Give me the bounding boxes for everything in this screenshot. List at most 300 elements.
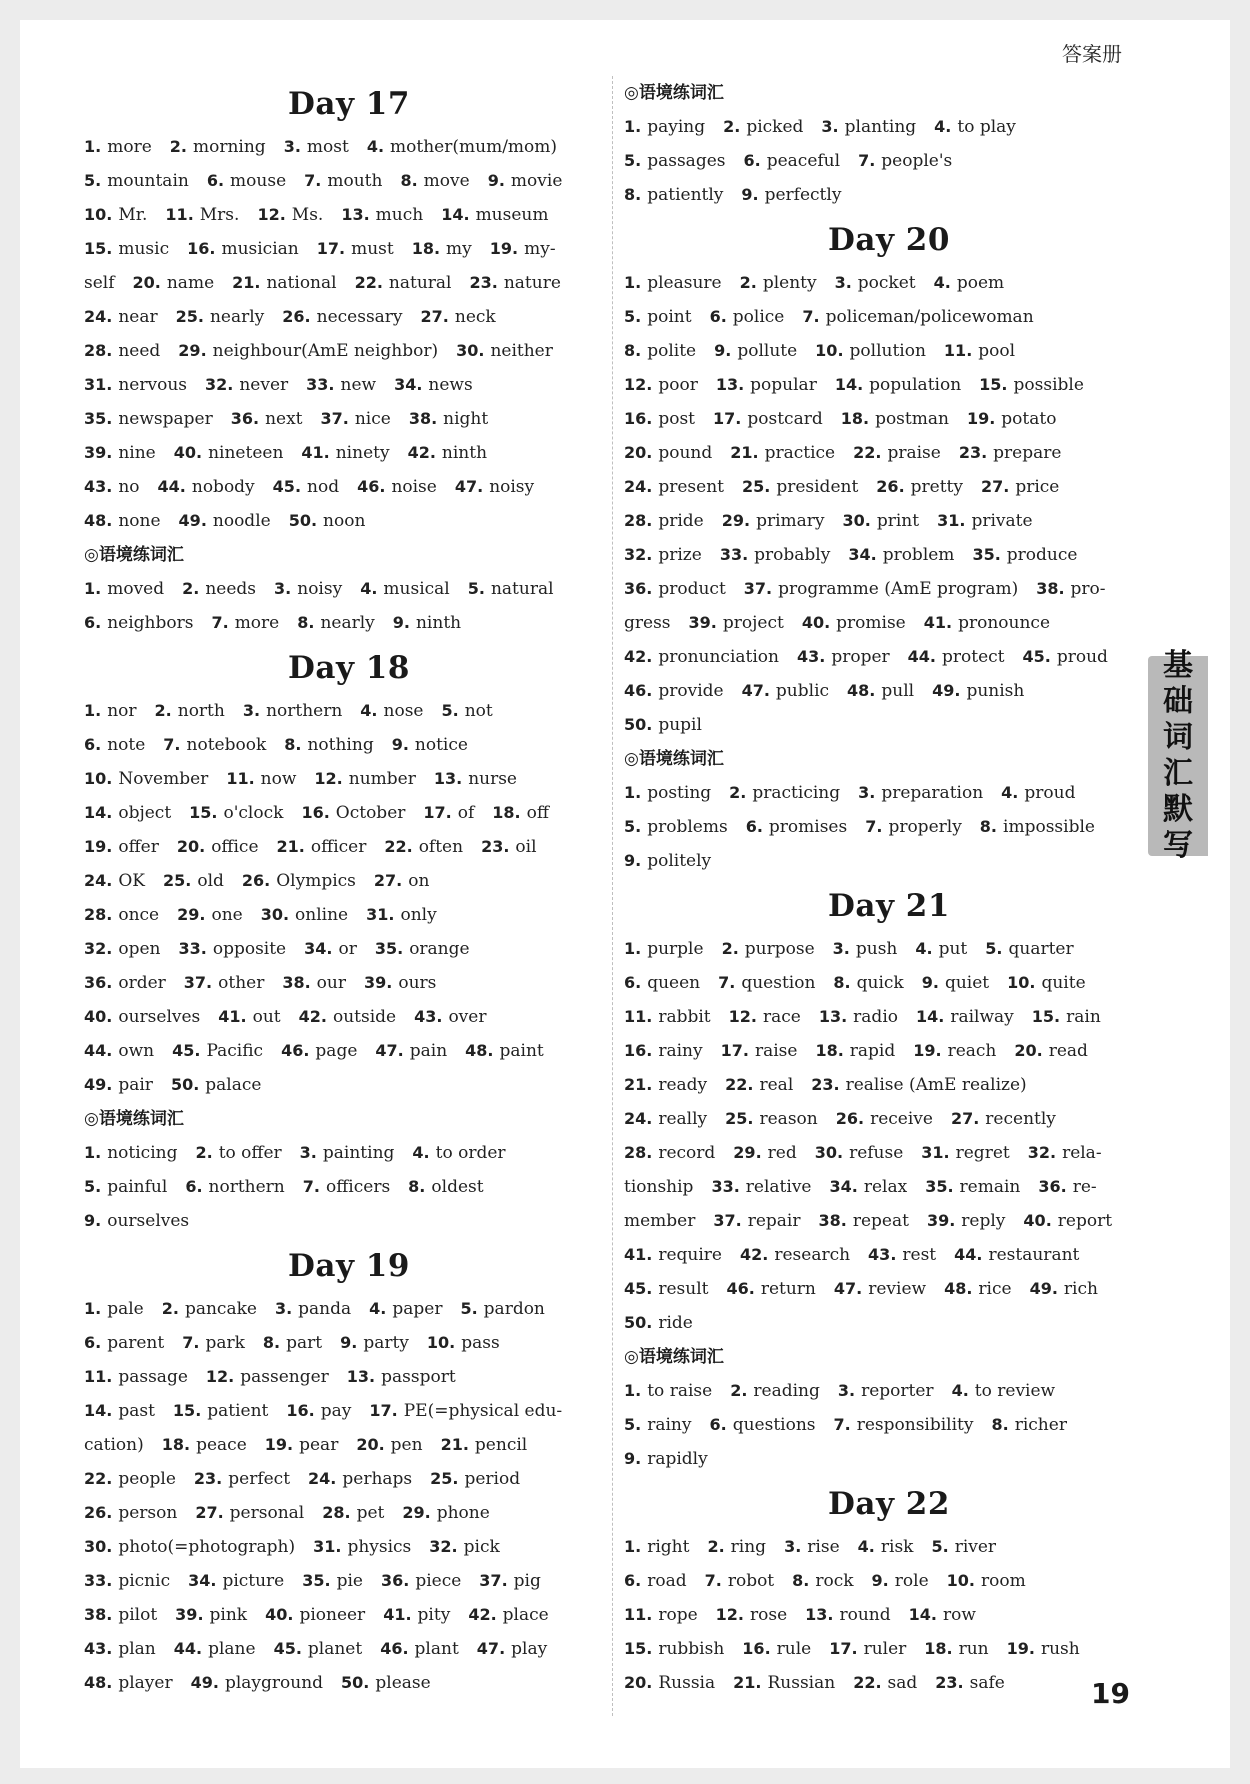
item-word: pardon (483, 1299, 545, 1319)
item-number: 29. (721, 511, 751, 530)
item-number: 10. (946, 1571, 975, 1590)
item-number: 44. (157, 477, 186, 496)
item-number: 3. (837, 1381, 856, 1400)
day-title: Day 21 (828, 888, 950, 924)
item-number: 13. (341, 205, 370, 224)
answer-item (155, 701, 225, 721)
item-number: 14. (84, 803, 113, 822)
answer-item (84, 613, 193, 633)
item-number: 3. (274, 579, 292, 598)
item-word: protect (942, 647, 1005, 667)
answer-item (455, 477, 534, 497)
item-number: 26. (282, 307, 311, 326)
item-word: poem (956, 273, 1005, 293)
item-number: 4. (369, 1299, 387, 1318)
answer-item (981, 477, 1059, 497)
answer-item (394, 375, 473, 395)
item-number: 2. (195, 1143, 213, 1162)
answer-item (624, 817, 728, 837)
answer-row (84, 1360, 614, 1394)
item-number: 6. (709, 307, 727, 326)
answer-row (84, 1462, 614, 1496)
item-word: mouth (327, 171, 383, 191)
item-word: palace (205, 1075, 262, 1095)
item-word: queen (647, 973, 701, 993)
item-number: 3. (784, 1537, 802, 1556)
item-number: 7. (211, 613, 229, 632)
answer-item (1023, 1211, 1112, 1231)
item-word: pronounce (958, 613, 1050, 633)
item-word: point (647, 307, 692, 327)
item-number: 13. (346, 1367, 376, 1386)
item-word: order (118, 973, 166, 993)
answer-item (730, 443, 835, 463)
item-word: park (205, 1333, 245, 1353)
answer-item (468, 1605, 548, 1625)
item-word: rich (1063, 1279, 1098, 1299)
answer-item (913, 1041, 996, 1061)
answer-item (915, 939, 967, 959)
item-word: number (348, 769, 416, 789)
item-word: photo(=photograph) (118, 1537, 296, 1557)
answer-item (84, 1401, 155, 1421)
item-word: rise (807, 1537, 840, 1557)
item-number: 1. (84, 137, 102, 156)
item-word: nod (307, 477, 340, 497)
answer-item (921, 1143, 1009, 1163)
item-number: 35. (374, 939, 404, 958)
item-number: 39. (175, 1605, 204, 1624)
item-word: one (211, 905, 243, 925)
answer-item (380, 1639, 459, 1659)
answer-row (84, 1632, 614, 1666)
answer-item (341, 1673, 431, 1693)
item-number: 24. (308, 1469, 337, 1488)
item-word: musical (383, 579, 450, 599)
item-number: 25. (430, 1469, 459, 1488)
answer-item (84, 871, 145, 891)
answer-item (624, 939, 704, 959)
item-word: mouse (230, 171, 287, 191)
answer-row (84, 1598, 614, 1632)
answer-row (84, 368, 614, 402)
answer-item (84, 171, 189, 191)
item-word: quite (1041, 973, 1086, 993)
item-number: 1. (624, 1537, 642, 1556)
item-word: more (107, 137, 152, 157)
answer-row (84, 1564, 614, 1598)
answer-row (624, 1408, 1154, 1442)
answer-item (460, 1299, 544, 1319)
item-number: 2. (161, 1299, 179, 1318)
item-word: pilot (118, 1605, 158, 1625)
item-word: plant (414, 1639, 459, 1659)
item-word: to raise (647, 1381, 713, 1401)
item-number: 22. (725, 1075, 754, 1094)
item-word: to order (435, 1143, 506, 1163)
answer-item (402, 1503, 489, 1523)
answer-item (819, 1211, 909, 1231)
item-number: 49. (932, 681, 961, 700)
item-word: pale (107, 1299, 144, 1319)
answer-item (274, 579, 342, 599)
item-number: 4. (934, 117, 952, 136)
answer-item (1014, 1041, 1088, 1061)
answer-item (624, 409, 695, 429)
answer-item (84, 443, 156, 463)
item-word: prize (658, 545, 702, 565)
item-number: 4. (360, 579, 378, 598)
item-number: 21. (276, 837, 305, 856)
answer-item (84, 1367, 188, 1387)
answer-item (742, 477, 858, 497)
answer-row (84, 572, 614, 606)
item-word: Russia (658, 1673, 716, 1693)
item-word: phone (436, 1503, 490, 1523)
answer-row (84, 1292, 614, 1326)
answer-row (84, 164, 614, 198)
item-word: Olympics (276, 871, 356, 891)
item-number: 30. (814, 1143, 844, 1162)
item-word: most (306, 137, 349, 157)
item-word: online (295, 905, 349, 925)
answer-row (84, 864, 614, 898)
item-number: 12. (205, 1367, 235, 1386)
answer-row (624, 402, 1154, 436)
answer-item (393, 613, 461, 633)
answer-item (838, 1381, 934, 1401)
item-number: 48. (944, 1279, 973, 1298)
item-number: 8. (991, 1415, 1009, 1434)
item-word: nurse (468, 769, 517, 789)
item-word: nobody (191, 477, 255, 497)
item-number: 37. (479, 1571, 508, 1590)
item-word: impossible (1003, 817, 1095, 837)
item-number: 20. (624, 443, 653, 462)
item-word: office (211, 837, 259, 857)
item-number: 12. (715, 1605, 744, 1624)
item-word: potato (1001, 409, 1057, 429)
answer-row (84, 1034, 614, 1068)
item-number: 15. (84, 239, 113, 258)
item-word: repeat (852, 1211, 909, 1231)
right-column (624, 76, 1154, 1700)
item-word: other (218, 973, 265, 993)
item-number: 36. (230, 409, 260, 428)
item-word: radio (853, 1007, 898, 1027)
answer-row (624, 1632, 1154, 1666)
answer-item (720, 545, 831, 565)
answer-item (722, 511, 825, 531)
answer-item (1023, 647, 1108, 667)
answer-item (713, 409, 823, 429)
answer-item (300, 1143, 395, 1163)
item-number: 1. (84, 1143, 102, 1162)
answer-item (308, 1469, 412, 1489)
item-word: railway (950, 1007, 1014, 1027)
item-number: 18. (840, 409, 870, 428)
answer-item (441, 205, 548, 225)
answer-item (980, 817, 1095, 837)
item-word: properly (888, 817, 962, 837)
item-number: 34. (188, 1571, 217, 1590)
item-number: 27. (980, 477, 1010, 496)
item-number: 42. (624, 647, 653, 666)
answer-item (784, 1537, 840, 1557)
item-word: pool (978, 341, 1016, 361)
item-word: own (118, 1041, 155, 1061)
item-word: self (84, 273, 115, 293)
item-number: 10. (426, 1333, 456, 1352)
item-word: rice (978, 1279, 1012, 1299)
answer-item (412, 1143, 505, 1163)
answer-item (211, 613, 279, 633)
item-number: 3. (832, 939, 850, 958)
answer-row (624, 1000, 1154, 1034)
item-number: 40. (801, 613, 831, 632)
item-number: 32. (84, 939, 113, 958)
answer-row (84, 728, 614, 762)
answer-item (317, 239, 394, 259)
answer-item (865, 817, 962, 837)
item-word: probably (754, 545, 831, 565)
answer-item (742, 681, 829, 701)
item-word: Mrs. (199, 205, 240, 225)
item-word: praise (887, 443, 941, 463)
item-number: 6. (185, 1177, 203, 1196)
answer-item (356, 1435, 422, 1455)
item-word: people (118, 1469, 176, 1489)
item-word: Russian (767, 1673, 836, 1693)
answer-item (742, 1639, 811, 1659)
item-word: postcard (747, 409, 823, 429)
item-number: 25. (162, 871, 192, 890)
item-word: reach (947, 1041, 997, 1061)
answer-item (84, 803, 171, 823)
item-word: postman (875, 409, 949, 429)
answer-item (624, 1381, 712, 1401)
item-word: physics (347, 1537, 412, 1557)
item-number: 18. (492, 803, 521, 822)
answer-row (624, 334, 1154, 368)
answer-item (195, 1143, 281, 1163)
item-number: 42. (298, 1007, 327, 1026)
item-word: produce (1006, 545, 1078, 565)
answer-row (624, 1136, 1154, 1170)
item-word: player (118, 1673, 173, 1693)
item-word: playground (224, 1673, 324, 1693)
item-number: 30. (84, 1537, 113, 1556)
answer-row (624, 110, 1154, 144)
item-word: to offer (218, 1143, 282, 1163)
item-number: 10. (84, 769, 113, 788)
item-number: 10. (815, 341, 844, 360)
answer-row (624, 368, 1154, 402)
answer-item (360, 579, 450, 599)
item-word: rainy (647, 1415, 692, 1435)
item-number: 41. (383, 1605, 412, 1624)
answer-item (733, 1143, 796, 1163)
item-word: review (868, 1279, 927, 1299)
item-number: 45. (1022, 647, 1051, 666)
item-number: 47. (375, 1041, 404, 1060)
side-tab-char: 基 (1163, 648, 1193, 683)
item-number: 36. (1038, 1177, 1067, 1196)
answer-item (805, 1605, 891, 1625)
answer-item (815, 1143, 904, 1163)
answer-item (908, 647, 1005, 667)
item-word: our (316, 973, 346, 993)
item-number: 7. (182, 1333, 200, 1352)
item-word: promises (768, 817, 848, 837)
answer-row (84, 300, 614, 334)
header-label: 答案册 (1062, 42, 1122, 66)
answer-item (421, 307, 496, 327)
item-number: 3. (274, 1299, 293, 1318)
item-number: 29. (178, 341, 207, 360)
answer-row (624, 1666, 1154, 1700)
item-number: 50. (341, 1673, 370, 1692)
answer-item (624, 1177, 693, 1197)
item-number: 28. (624, 511, 653, 530)
item-word: Mr. (118, 205, 148, 225)
answer-item (340, 1333, 409, 1353)
item-word: refuse (849, 1143, 904, 1163)
item-number: 14. (441, 205, 470, 224)
item-word: rapidly (647, 1449, 708, 1469)
item-word: oldest (431, 1177, 484, 1197)
item-word: noon (323, 511, 366, 531)
answer-item (205, 375, 288, 395)
item-number: 44. (907, 647, 936, 666)
answer-item (322, 1503, 384, 1523)
item-number: 16. (187, 239, 216, 258)
answer-item (834, 1415, 974, 1435)
item-word: November (118, 769, 209, 789)
item-word: perfectly (764, 185, 842, 205)
item-word: pink (209, 1605, 248, 1625)
item-word: outside (332, 1007, 397, 1027)
answer-item (412, 239, 472, 259)
item-word: notebook (186, 735, 267, 755)
answer-item (972, 545, 1077, 565)
answer-item (479, 1571, 541, 1591)
answer-item (858, 1537, 914, 1557)
answer-row (624, 932, 1154, 966)
item-number: 20. (624, 1673, 653, 1692)
item-number: 1. (624, 1381, 642, 1400)
answer-item (709, 1415, 815, 1435)
item-word: period (464, 1469, 521, 1489)
item-number: 27. (950, 1109, 980, 1128)
answer-item (176, 307, 265, 327)
item-word: right (647, 1537, 690, 1557)
answer-item (934, 273, 1005, 293)
context-practice-label: ◎语境练词汇 (624, 83, 724, 103)
answer-row (84, 1136, 614, 1170)
answer-row (624, 1564, 1154, 1598)
item-word: responsibility (856, 1415, 974, 1435)
answer-row (84, 402, 614, 436)
answer-row (624, 708, 1154, 742)
context-practice-label: ◎语境练词汇 (84, 1109, 184, 1129)
answer-item (429, 1537, 500, 1557)
item-word: ours (398, 973, 437, 993)
item-word: rabbit (658, 1007, 711, 1027)
answer-item (207, 171, 286, 191)
item-word: row (943, 1605, 976, 1625)
answer-item (624, 715, 702, 735)
answer-item (162, 1435, 247, 1455)
item-word: mountain (107, 171, 189, 191)
item-number: 17. (720, 1041, 749, 1060)
item-number: 28. (624, 1143, 653, 1162)
answer-row (624, 776, 1154, 810)
item-word: race (762, 1007, 801, 1027)
answer-row (84, 1326, 614, 1360)
item-word: public (775, 681, 830, 701)
item-number: 26. (84, 1503, 113, 1522)
item-number: 49. (190, 1673, 219, 1692)
item-number: 27. (373, 871, 403, 890)
answer-row (84, 1204, 614, 1238)
answer-item (872, 1571, 929, 1591)
item-number: 16. (301, 803, 330, 822)
item-number: 7. (833, 1415, 851, 1434)
answer-item (876, 477, 963, 497)
item-word: officer (310, 837, 367, 857)
answer-item (367, 137, 557, 157)
item-word: report (1057, 1211, 1113, 1231)
item-word: real (759, 1075, 794, 1095)
item-word: on (408, 871, 430, 891)
item-word: pioneer (299, 1605, 366, 1625)
item-word: rest (902, 1245, 937, 1265)
item-number: 2. (707, 1537, 725, 1556)
item-word: please (375, 1673, 431, 1693)
context-practice-label: ◎语境练词汇 (624, 749, 724, 769)
item-word: proud (1024, 783, 1076, 803)
item-word: once (118, 905, 160, 925)
answer-item (624, 1639, 724, 1659)
item-word: offer (118, 837, 159, 857)
item-word: pet (356, 1503, 385, 1523)
item-word: realise (AmE realize) (845, 1075, 1027, 1095)
item-number: 33. (306, 375, 335, 394)
answer-item (714, 341, 797, 361)
item-number: 7. (302, 1177, 320, 1196)
item-number: 46. (624, 681, 653, 700)
item-word: movie (510, 171, 563, 191)
item-number: 3. (283, 137, 301, 156)
item-word: polite (647, 341, 697, 361)
item-number: 26. (835, 1109, 865, 1128)
answer-item (84, 341, 160, 361)
answer-item (84, 1571, 170, 1591)
item-word: opposite (212, 939, 287, 959)
answer-row (84, 130, 614, 164)
answer-item (84, 1333, 164, 1353)
item-word: plan (118, 1639, 156, 1659)
item-word: research (774, 1245, 851, 1265)
item-number: 5. (985, 939, 1003, 958)
answer-item (304, 939, 357, 959)
item-word: product (658, 579, 726, 599)
answer-row (84, 1394, 614, 1428)
item-word: neither (490, 341, 553, 361)
item-word: much (375, 205, 424, 225)
answer-item (170, 137, 266, 157)
